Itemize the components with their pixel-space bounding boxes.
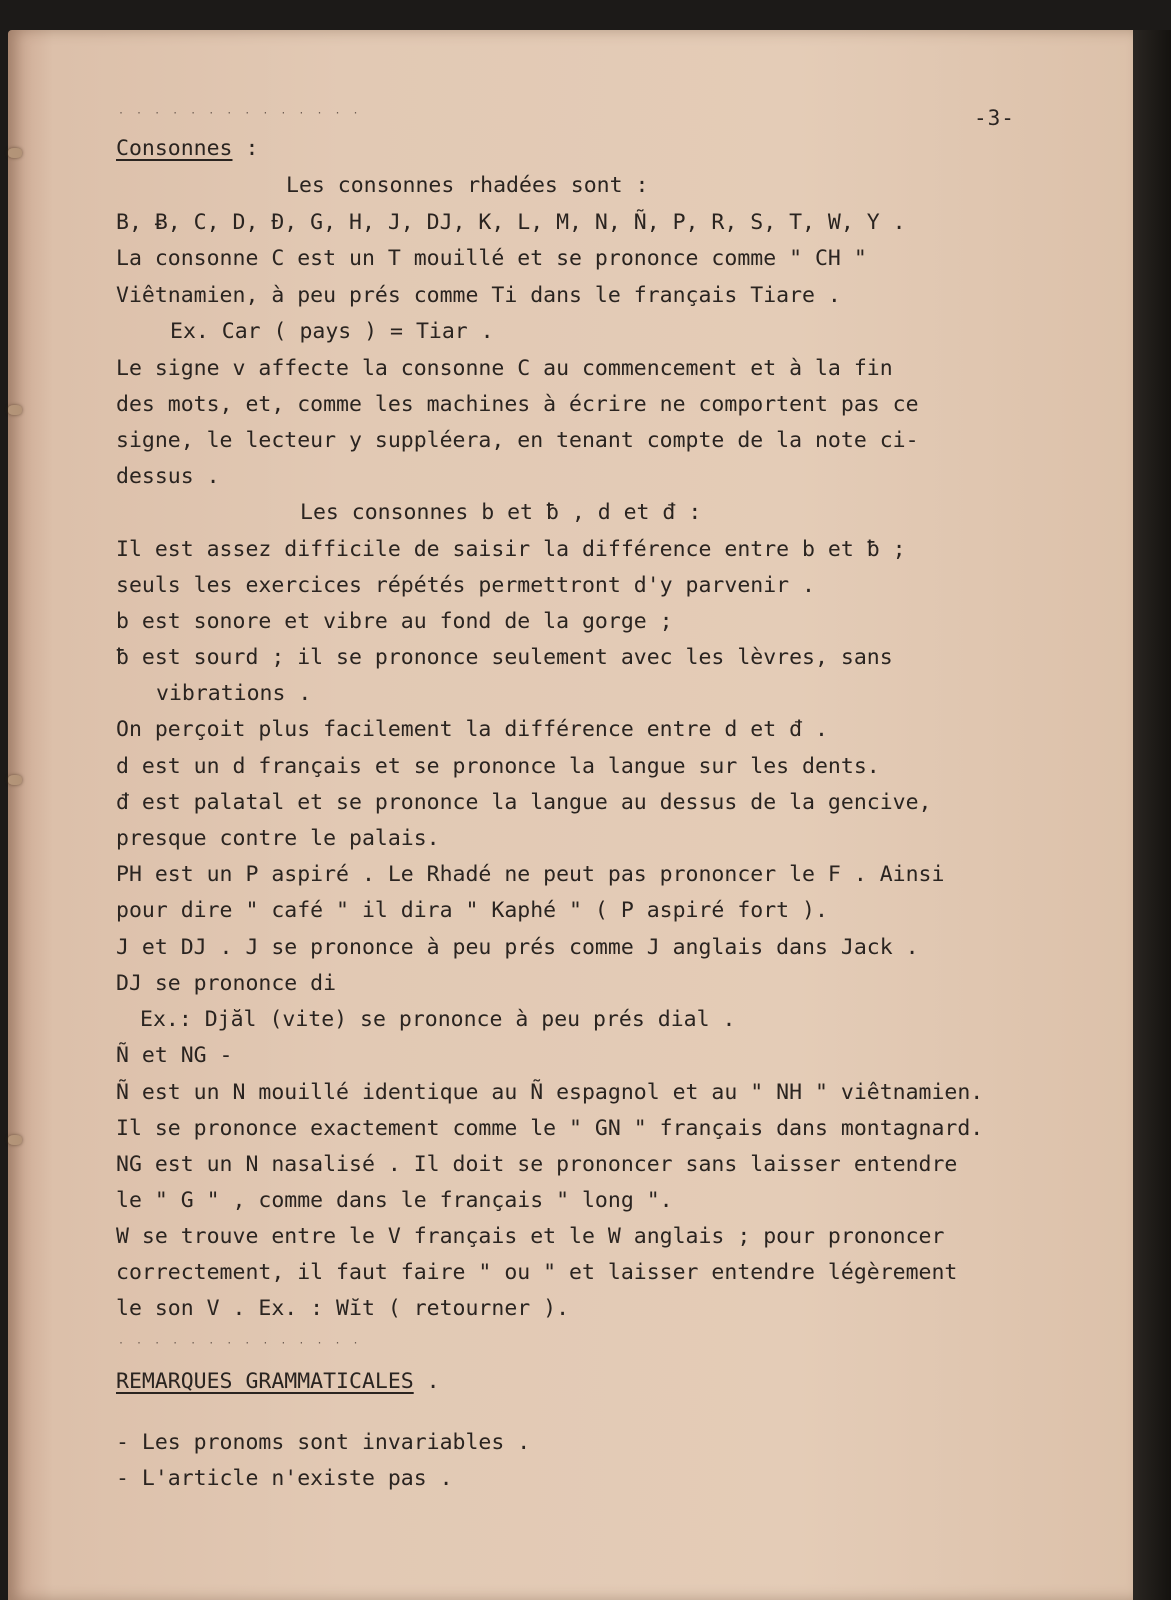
text-line: seuls les exercices répétés permettront d'y parvenir . (116, 573, 815, 598)
text-line: ƀ est sourd ; il se prononce seulement avec les lèvres, sans (116, 645, 893, 670)
binding-thread (8, 405, 22, 415)
text-line: correctement, il faut faire " ou " et laisser entendre légèrement (116, 1260, 958, 1285)
text-line: d est un d français et se prononce la langue sur les dents. (116, 754, 880, 779)
text-line: Il se prononce exactement comme le " GN " français dans montagnard. (116, 1116, 984, 1141)
page-number: -3- (974, 106, 1015, 130)
grammar-heading-suffix: . (413, 1369, 440, 1394)
text-line: presque contre le palais. (116, 826, 440, 851)
text-line: La consonne C est un T mouillé et se prononce comme " CH " (116, 246, 867, 271)
binding-thread (8, 775, 22, 785)
grammar-heading-text: REMARQUES GRAMMATICALES (116, 1369, 414, 1394)
dotted-rule: · · · · · · · · · · · · · · (118, 1338, 362, 1349)
text-line: J et DJ . J se prononce à peu prés comme J anglais dans Jack . (116, 935, 919, 960)
heading-colon: : (232, 136, 259, 161)
section-heading (116, 136, 258, 161)
text-line: PH est un P aspiré . Le Rhadé ne peut pas prononcer le F . Ainsi (116, 862, 945, 887)
text-line: Ex.: Djăl (vite) se prononce à peu prés dial . (140, 1007, 736, 1032)
text-line: Viêtnamien, à peu prés comme Ti dans le français Tiare . (116, 283, 841, 308)
text-line: signe, le lecteur y suppléera, en tenant compte de la note ci- (116, 428, 919, 453)
book-edge (1133, 30, 1171, 1600)
binding-thread (8, 1135, 22, 1145)
text-line: Il est assez difficile de saisir la différence entre b et ƀ ; (116, 537, 906, 562)
grammar-heading (116, 1369, 440, 1394)
text-line: đ est palatal et se prononce la langue au dessus de la gencive, (116, 790, 932, 815)
text-line: On perçoit plus facilement la différence entre d et đ . (116, 717, 828, 742)
bullet-item: - Les pronoms sont invariables . (116, 1430, 531, 1455)
text-line: DJ se prononce di (116, 971, 337, 996)
text-line: b est sonore et vibre au fond de la gorge ; (116, 609, 673, 634)
text-line: le son V . Ex. : Wĭt ( retourner ). (116, 1296, 570, 1321)
bullet-item: - L'article n'existe pas . (116, 1466, 453, 1491)
text-line: Les consonnes rhadées sont : (286, 173, 649, 198)
text-line: vibrations . (156, 681, 312, 706)
heading-text: Consonnes (116, 136, 233, 161)
text-line: le " G " , comme dans le français " long ". (116, 1188, 673, 1213)
text-line: dessus . (116, 464, 220, 489)
text-line: B, Ƀ, C, D, Đ, G, H, J, DJ, K, L, M, N, Ñ, P, R, S, T, W, Y . (116, 210, 906, 235)
text-line: des mots, et, comme les machines à écrire ne comportent pas ce (116, 392, 919, 417)
text-line: Le signe v affecte la consonne C au commencement et à la fin (116, 356, 893, 381)
text-line: Ñ et NG - (116, 1043, 233, 1068)
text-line: Les consonnes b et ƀ , d et đ : (300, 500, 702, 525)
text-line: Ex. Car ( pays ) = Tiar . (170, 319, 494, 344)
binding-thread (8, 148, 22, 158)
text-line: pour dire " café " il dira " Kaphé " ( P aspiré fort ). (116, 898, 828, 923)
text-line: NG est un N nasalisé . Il doit se prononcer sans laisser entendre (116, 1152, 958, 1177)
text-line: W se trouve entre le V français et le W anglais ; pour prononcer (116, 1224, 945, 1249)
text-line: Ñ est un N mouillé identique au Ñ espagnol et au " NH " viêtnamien. (116, 1080, 984, 1105)
dotted-rule: · · · · · · · · · · · · · · (118, 108, 362, 119)
